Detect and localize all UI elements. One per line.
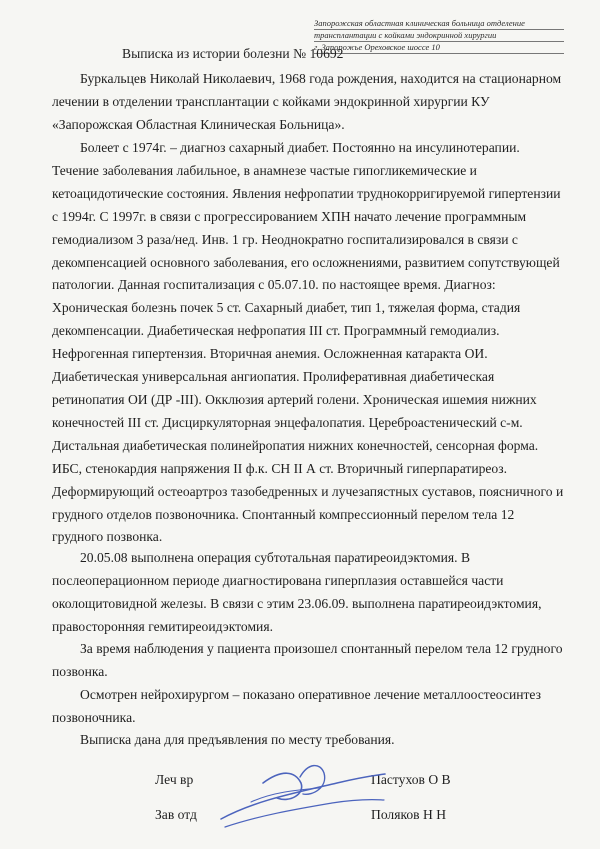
paragraph-line: Буркальцев Николай Николаевич, 1968 года рождения, находится на стационарном xyxy=(80,71,562,86)
paragraph-line: гемодиализом 3 раза/нед. Инв. 1 гр. Неоднократно госпитализировался в связи с xyxy=(52,231,518,247)
department-head-label: Зав отд xyxy=(155,807,197,822)
paragraph-line: грудного позвонка. xyxy=(52,529,163,545)
neurosurgeon-paragraph xyxy=(52,684,552,730)
patient-admission-paragraph xyxy=(52,68,562,137)
fracture-paragraph xyxy=(52,638,563,684)
paragraph-line: ИБС, стенокардия напряжения II ф.к. СН II А ст. Вторичный гиперпаратиреоз. xyxy=(52,460,507,476)
paragraph-line: ретинопатия ОИ (ДР -III). Окклюзия артерий голени. Хроническая ишемия нижних xyxy=(52,391,537,407)
paragraph-line: «Запорожская Областная Клиническая Больница». xyxy=(52,116,345,132)
stamp-line: трансплантации с койками эндокринной хирургии xyxy=(314,30,564,42)
paragraph-line: послеоперационном периоде диагностирована гиперплазия оставшейся части xyxy=(52,572,504,588)
document-title: Выписка из истории болезни № 10692 xyxy=(122,46,344,61)
stamp-line: Запорожская областная клиническая больница отделение xyxy=(314,18,564,30)
paragraph-line: Хроническая болезнь почек 5 ст. Сахарный диабет, тип 1, тяжелая форма, стадия xyxy=(52,300,521,316)
handwritten-signature xyxy=(215,745,390,840)
issuance-paragraph xyxy=(52,729,552,752)
paragraph-line: Деформирующий остеоартроз тазобедренных и лучезапястных суставов, поясничного и xyxy=(52,483,564,499)
paragraph-line: Выписка дана для предъявления по месту требования. xyxy=(80,732,395,747)
stamp-line: г. Запорожье Ореховское шоссе 10 xyxy=(314,42,564,54)
paragraph-line: правосторонняя гемитиреоидэктомия. xyxy=(52,618,273,634)
doctor-name: Пастухов О В xyxy=(371,772,451,787)
paragraph-line: кетоацидотические состояния. Явления нефропатии труднокорригируемой гипертензии xyxy=(52,185,561,201)
paragraph-line: конечностей III ст. Дисциркуляторная энцефалопатия. Цереброастенический с-м. xyxy=(52,414,523,430)
paragraph-line: декомпенсацией основного заболевания, его осложнениями, развитием сопутствующей xyxy=(52,254,560,270)
medical-history-paragraph xyxy=(52,137,564,549)
paragraph-line: Осмотрен нейрохирургом – показано оперативное лечение металлоостеосинтез xyxy=(80,687,541,702)
paragraph-line: позвонка. xyxy=(52,663,108,679)
document-stamp xyxy=(314,18,564,54)
paragraph-line: Течение заболевания лабильное, в анамнезе частые гипогликемические и xyxy=(52,162,477,178)
paragraph-line: грудного отделов позвоночника. Спонтанный компрессионный перелом тела 12 xyxy=(52,506,515,522)
paragraph-line: патологии. Данная госпитализация с 05.07.10. по настоящее время. Диагноз: xyxy=(52,277,496,293)
paragraph-line: 20.05.08 выполнена операция субтотальная паратиреоидэктомия. В xyxy=(80,550,471,565)
paragraph-line: лечении в отделении трансплантации с койками эндокринной хирургии КУ xyxy=(52,93,490,109)
paragraph-line: декомпенсации. Диабетическая нефропатия III ст. Программный гемодиализ. xyxy=(52,323,500,339)
paragraph-line: Дистальная диабетическая полинейропатия нижних конечностей, сенсорная форма. xyxy=(52,437,539,453)
paragraph-line: За время наблюдения у пациента произошел спонтанный перелом тела 12 грудного xyxy=(80,641,563,656)
paragraph-line: Нефрогенная гипертензия. Вторичная анемия. Осложненная катаракта ОИ. xyxy=(52,346,488,362)
surgery-history-paragraph xyxy=(52,547,552,639)
paragraph-line: околощитовидной железы. В связи с этим 23.06.09. выполнена паратиреоидэктомия, xyxy=(52,595,542,611)
department-head-name: Поляков Н Н xyxy=(371,807,447,822)
paragraph-line: Болеет с 1974г. – диагноз сахарный диабет. Постоянно на инсулинотерапии. xyxy=(80,140,520,155)
paragraph-line: позвоночника. xyxy=(52,709,136,725)
paragraph-line: с 1994г. С 1997г. в связи с прогрессированием ХПН начато лечение программным xyxy=(52,208,527,224)
doctor-label: Леч вр xyxy=(155,772,194,787)
paragraph-line: Диабетическая универсальная ангиопатия. Пролиферативная диабетическая xyxy=(52,369,495,385)
